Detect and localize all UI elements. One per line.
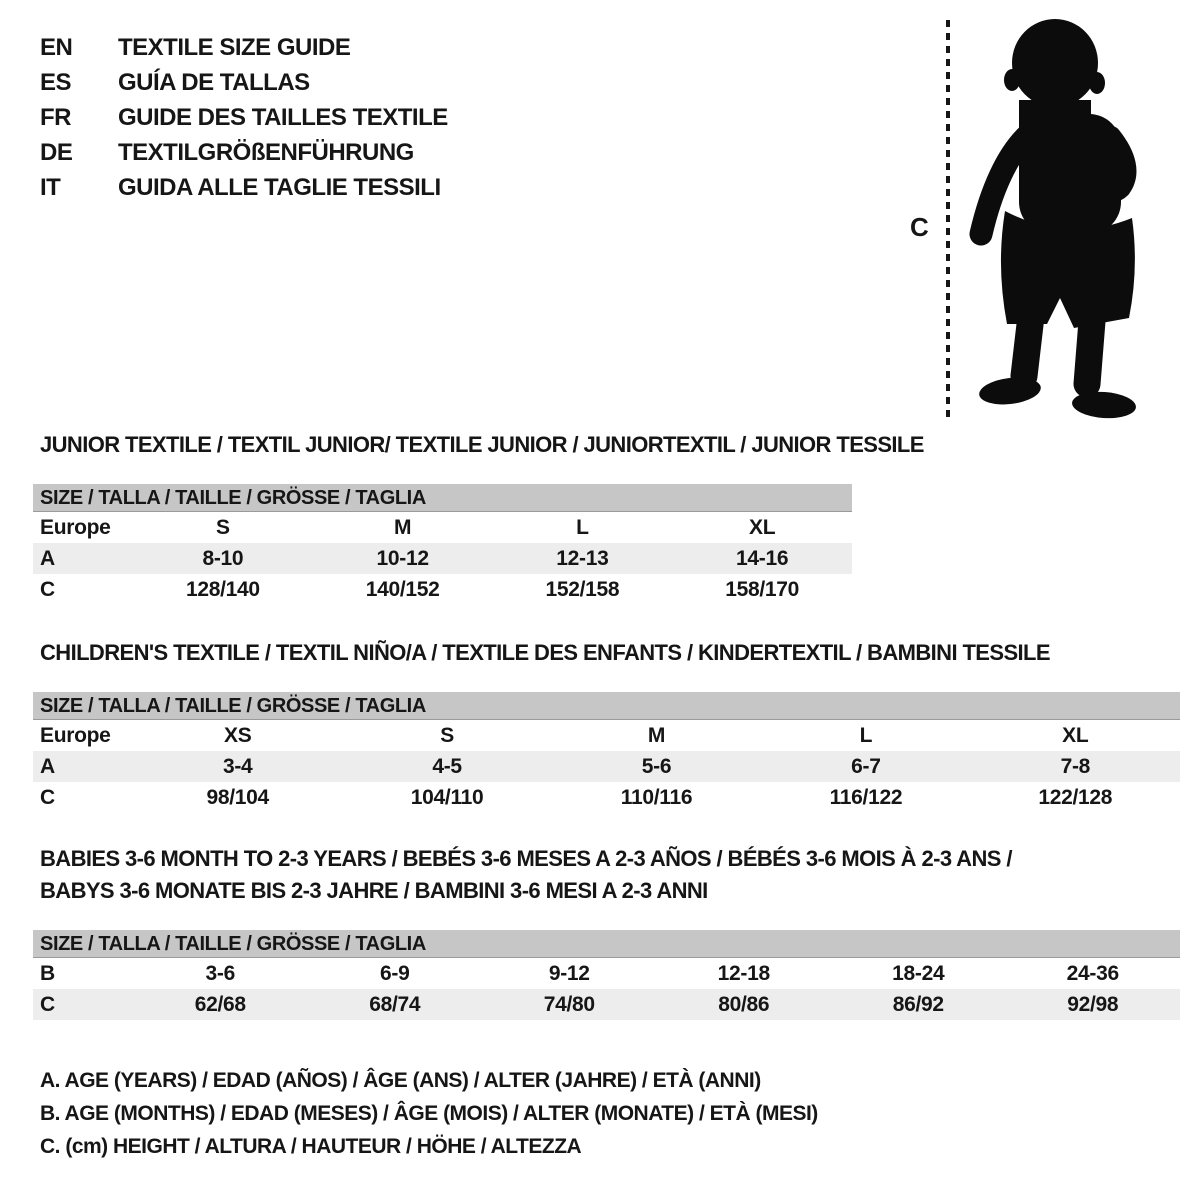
height-measure-label: C: [910, 212, 929, 242]
row-label: A: [40, 755, 55, 778]
language-row-fr: [40, 100, 448, 135]
language-row-it: [40, 170, 448, 205]
table-cell: 104/110: [410, 786, 484, 809]
table-cell: 5-6: [641, 755, 672, 778]
language-header: [40, 30, 448, 205]
row-label: A: [40, 547, 55, 570]
size-header-band: SIZE / TALLA / TAILLE / GRÖSSE / TAGLIA: [33, 484, 852, 512]
table-row: [33, 543, 852, 574]
table-cell: 3-6: [205, 962, 235, 985]
table-cell: 4-5: [432, 755, 462, 778]
table-cell: 128/140: [185, 578, 260, 601]
table-cell: 74/80: [543, 993, 595, 1016]
row-label: C: [40, 993, 55, 1016]
table-cell: 7-8: [1060, 755, 1091, 778]
legend-age-years: A. AGE (YEARS) / EDAD (AÑOS) / ÂGE (ANS) / ALTER (JAHRE) / ETÀ (ANNI): [40, 1069, 761, 1092]
children-section-title: CHILDREN'S TEXTILE / TEXTIL NIÑO/A / TEXTILE DES ENFANTS / KINDERTEXTIL / BAMBINI TESSILE: [40, 640, 1050, 665]
table-cell: 62/68: [194, 993, 246, 1016]
height-measure-dashed-line: [946, 20, 950, 417]
table-cell: XL: [749, 516, 776, 539]
size-header-band: SIZE / TALLA / TAILLE / GRÖSSE / TAGLIA: [33, 930, 1180, 958]
table-rows: [33, 512, 852, 605]
language-title: GUIDA ALLE TAGLIE TESSILI: [118, 174, 441, 201]
table-cell: 10-12: [376, 547, 429, 570]
table-cell: S: [440, 724, 454, 747]
table-row: [33, 574, 852, 605]
legend-age-months: B. AGE (MONTHS) / EDAD (MESES) / ÂGE (MOIS) / ALTER (MONATE) / ETÀ (MESI): [40, 1102, 818, 1125]
language-code: DE: [40, 139, 73, 166]
table-cell: 80/86: [718, 993, 770, 1016]
table-row: [33, 989, 1180, 1020]
table-cell: XL: [1062, 724, 1089, 747]
table-cell: 24-36: [1066, 962, 1119, 985]
babies-section-title-line2: BABYS 3-6 MONATE BIS 2-3 JAHRE / BAMBINI 3-6 MESI A 2-3 ANNI: [40, 878, 708, 903]
table-cell: 68/74: [369, 993, 421, 1016]
baby-silhouette-icon: [963, 16, 1153, 421]
language-row-de: [40, 135, 448, 170]
children-size-table: [33, 692, 1180, 813]
table-cell: 9-12: [548, 962, 590, 985]
table-rows: [33, 720, 1180, 813]
table-cell: 92/98: [1067, 993, 1119, 1016]
table-cell: 6-9: [380, 962, 410, 985]
row-label: C: [40, 786, 55, 809]
row-label: Europe: [40, 516, 111, 539]
table-row: [33, 720, 1180, 751]
table-cell: 6-7: [851, 755, 881, 778]
language-row-en: [40, 30, 448, 65]
table-cell: 12-18: [717, 962, 770, 985]
table-row: [33, 958, 1180, 989]
table-row: [33, 782, 1180, 813]
table-cell: 3-4: [222, 755, 253, 778]
table-rows: [33, 958, 1180, 1020]
language-title: GUIDE DES TAILLES TEXTILE: [118, 104, 448, 131]
junior-section-title: JUNIOR TEXTILE / TEXTIL JUNIOR/ TEXTILE JUNIOR / JUNIORTEXTIL / JUNIOR TESSILE: [40, 432, 924, 457]
table-cell: 18-24: [892, 962, 945, 985]
size-header-band: SIZE / TALLA / TAILLE / GRÖSSE / TAGLIA: [33, 692, 1180, 720]
language-title: TEXTILE SIZE GUIDE: [118, 34, 351, 61]
table-cell: 86/92: [892, 993, 944, 1016]
table-cell: 8-10: [202, 547, 244, 570]
table-cell: 12-13: [556, 547, 609, 570]
row-label: C: [40, 578, 55, 601]
table-cell: S: [216, 516, 230, 539]
junior-size-table: [33, 484, 852, 605]
language-code: ES: [40, 69, 72, 96]
table-cell: M: [394, 516, 412, 539]
table-cell: 122/128: [1038, 786, 1113, 809]
table-row: [33, 751, 1180, 782]
row-label: B: [40, 962, 55, 985]
row-label: Europe: [40, 724, 111, 747]
table-cell: 116/122: [829, 786, 903, 809]
table-cell: 140/152: [365, 578, 440, 601]
table-cell: L: [576, 516, 589, 539]
table-cell: 152/158: [545, 578, 620, 601]
language-code: FR: [40, 104, 71, 131]
table-cell: 158/170: [725, 578, 800, 601]
table-cell: 110/116: [620, 786, 693, 809]
babies-section-title: BABIES 3-6 MONTH TO 2-3 YEARS / BEBÉS 3-6 MESES A 2-3 AÑOS / BÉBÉS 3-6 MOIS À 2-3 ANS /: [40, 846, 1012, 871]
table-cell: L: [859, 724, 873, 747]
table-cell: XS: [223, 724, 252, 747]
table-cell: 98/104: [206, 786, 269, 809]
language-row-es: [40, 65, 448, 100]
language-title: TEXTILGRÖßENFÜHRUNG: [118, 139, 414, 166]
language-title: GUÍA DE TALLAS: [118, 69, 310, 96]
language-code: IT: [40, 174, 61, 201]
language-code: EN: [40, 34, 73, 61]
legend-height-cm: C. (cm) HEIGHT / ALTURA / HAUTEUR / HÖHE / ALTEZZA: [40, 1135, 582, 1158]
babies-size-table: [33, 930, 1180, 1020]
table-cell: M: [647, 724, 666, 747]
table-cell: 14-16: [736, 547, 789, 570]
table-row: [33, 512, 852, 543]
